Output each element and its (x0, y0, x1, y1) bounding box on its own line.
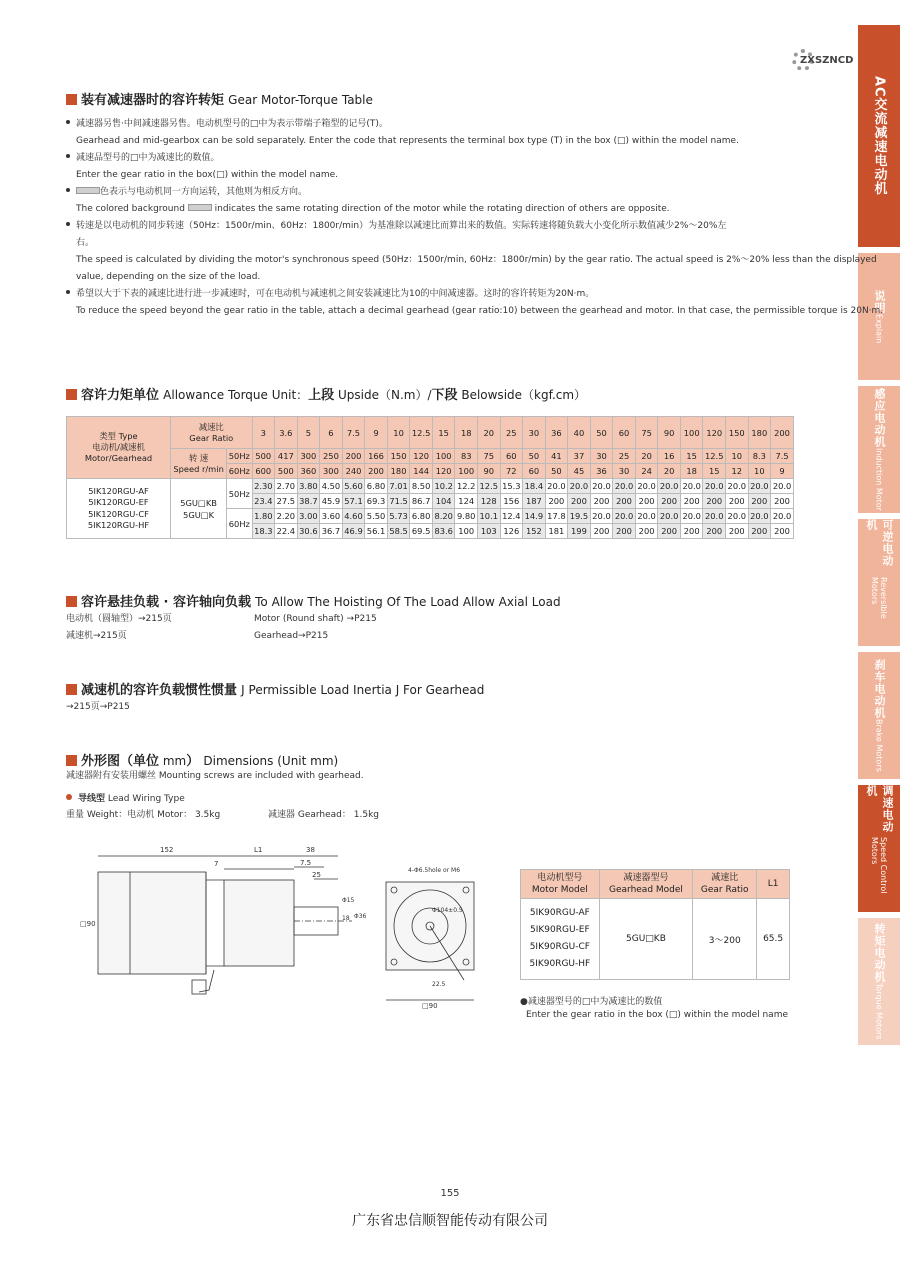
table-cell: 120 (432, 464, 455, 479)
table-cell: 180 (748, 417, 771, 449)
dim-l1: L1 (254, 846, 263, 854)
table-cell: 200 (568, 494, 591, 509)
table-cell: 75 (635, 417, 658, 449)
table-cell: 83 (455, 449, 478, 464)
table-cell: 19.5 (568, 509, 591, 524)
section-title-allowance-torque: 容许力矩单位 Allowance Torque Unit：上段 Upside（N.m）/下段 Belowside（kgf.cm） (66, 384, 586, 403)
table-cell: 60 (500, 449, 523, 464)
table-cell: 20.0 (545, 479, 568, 494)
table-cell: 6 (320, 417, 343, 449)
table-cell: 124 (455, 494, 478, 509)
table-cell: 75 (478, 449, 501, 464)
table-cell: 417 (275, 449, 298, 464)
table-cell: 5.60 (342, 479, 365, 494)
table-cell: 200 (748, 524, 771, 539)
dim-phi104: Φ104±0.5 (432, 907, 463, 914)
table-cell: 57.1 (342, 494, 365, 509)
side-tab-ac-motor[interactable] (858, 25, 900, 247)
table-cell: 10 (726, 449, 749, 464)
table-cell: 200 (635, 494, 658, 509)
table-cell: 200 (365, 464, 388, 479)
table-cell: 41 (545, 449, 568, 464)
side-tab-label: 转矩电动机 (873, 923, 886, 984)
table-cell: 300 (320, 464, 343, 479)
table-cell: 36 (545, 417, 568, 449)
table-cell: 1.80 (252, 509, 275, 524)
color-sample (76, 187, 100, 194)
table-cell: 120 (703, 417, 726, 449)
table-cell: 200 (613, 524, 636, 539)
table-cell: 200 (703, 524, 726, 539)
side-tab-label-en: Explain (874, 313, 884, 344)
side-tab-reversible[interactable] (858, 519, 900, 646)
table-cell: 2.20 (275, 509, 298, 524)
table-cell: 10.1 (478, 509, 501, 524)
table-cell: 600 (252, 464, 275, 479)
table-cell: 45.9 (320, 494, 343, 509)
table-cell: 4.50 (320, 479, 343, 494)
side-tab-label: 说明 (873, 289, 886, 314)
side-tab-label: AC交流减速电动机 (871, 76, 887, 196)
weight-motor: 重量 Weight：电动机 Motor： 3.5kg (66, 810, 221, 820)
table-cell: 15 (432, 417, 455, 449)
table-cell: 12.5 (478, 479, 501, 494)
table-cell: 20.0 (613, 509, 636, 524)
section-title-hoisting-load: 容许悬挂负载 · 容许轴向负载 To Allow The Hoisting Of The Load Allow Axial Load (66, 591, 561, 610)
table-cell: 20 (635, 449, 658, 464)
table-cell: 100 (455, 524, 478, 539)
table-cell: 58.5 (387, 524, 410, 539)
table-cell: 12.4 (500, 509, 523, 524)
table-cell: 200 (771, 524, 794, 539)
table-cell: 200 (726, 494, 749, 509)
dim-sq90: □90 (80, 920, 96, 928)
table-cell: 200 (680, 524, 703, 539)
dim-7: 7 (214, 860, 219, 868)
table-cell: 22.4 (275, 524, 298, 539)
table-cell: 156 (500, 494, 523, 509)
table-cell: 20.0 (748, 509, 771, 524)
table-cell: 10 (748, 464, 771, 479)
motor-link-line: 电动机（圆轴型）→215页 (66, 614, 172, 624)
footer-company: 广东省忠信顺智能传动有限公司 (352, 1213, 548, 1229)
dim-18: 18 (342, 915, 350, 922)
table-cell: 36.7 (320, 524, 343, 539)
inertia-link-line: →215页→P215 (66, 702, 130, 712)
table-cell: 69.3 (365, 494, 388, 509)
table-cell: 25 (500, 417, 523, 449)
side-tab-label: 感应电动机 (873, 388, 886, 449)
table-cell: 40 (568, 417, 591, 449)
table-cell: 103 (478, 524, 501, 539)
table-cell: 250 (320, 449, 343, 464)
table-cell: 200 (590, 494, 613, 509)
table-cell: 200 (658, 494, 681, 509)
side-tab-label: 可逆电动机 (865, 519, 894, 567)
table-cell: 18 (455, 417, 478, 449)
table-cell: 9.80 (455, 509, 478, 524)
table-cell: 9 (365, 417, 388, 449)
table-cell: 60 (523, 464, 546, 479)
table-cell: 12.2 (455, 479, 478, 494)
color-sample (188, 204, 212, 211)
table-cell: 23.4 (252, 494, 275, 509)
table-cell: 18.4 (523, 479, 546, 494)
dim-22-5: 22.5 (432, 981, 446, 988)
weight-gearhead: 减速器 Gearhead： 1.5kg (268, 810, 379, 820)
table-cell: 200 (771, 417, 794, 449)
table-cell: 30 (523, 417, 546, 449)
table-cell: 14.9 (523, 509, 546, 524)
table-cell: 20.0 (771, 509, 794, 524)
table-cell: 20.0 (680, 479, 703, 494)
table-cell: 20.0 (703, 509, 726, 524)
table-cell: 6.80 (365, 479, 388, 494)
page-number: 155 (440, 1188, 460, 1199)
table-cell: 9 (771, 464, 794, 479)
table-cell: 20.0 (658, 479, 681, 494)
table-cell: 5 (297, 417, 320, 449)
table-cell: 18.3 (252, 524, 275, 539)
table-cell: 16 (658, 449, 681, 464)
side-tab-brake[interactable] (858, 652, 900, 779)
dim-table-note: ●减速器型号的□中为减速比的数值 Enter the gear ratio in the box (□) within the model name (520, 997, 788, 1020)
torque-table: 类型 Type 电动机/减速机 Motor/Gearhead 减速比 Gear Ratio 3 3.6 5 6 7.5 9 10 12.5 15 18 20 25 30 36 40 50 60 75 90 100 120 150 180 200 转 速 Speed r/min 50Hz 500 417 300 250 200 166 150 120 100 83 75 60 50 41 37 30 25 20 16 15 12.5 10 8.3 7.5 60Hz 600 500 360 300 240 200 180 144 120 100 90 72 60 50 45 36 30 24 20 18 15 12 10 9 5IK120RGU-AF 5IK120RGU-EF 5IK120RGU-CF 5IK120RGU-HF 5GU□KB 5GU□K 50Hz 2.30 2.70 3.80 4.50 5.60 6.80 7.01 8.50 10.2 12.2 12.5 15.3 18.4 20.0 20.0 20.0 20.0 20.0 20.0 20.0 20.0 20.0 20.0 20.0 23.4 27.5 38.7 45.9 57.1 69.3 71.5 86.7 104 124 128 156 187 200 200 200 200 200 200 200 200 200 200 200 60Hz 1.80 2.20 3.00 3.60 4.60 5.50 5.73 6.80 8.20 9.80 10.1 12.4 14.9 17.8 19.5 20.0 20.0 20.0 20.0 20.0 20.0 20.0 20.0 20.0 18.3 22.4 30.6 36.7 46.9 56.1 58.5 69.5 83.6 100 103 126 152 181 199 200 200 200 200 200 200 200 200 200 (66, 416, 794, 539)
side-tab-explain[interactable] (858, 253, 900, 380)
dimension-table: 电动机型号 Motor Model 减速器型号 Gearhead Model 减速比 Gear Ratio L1 5IK90RGU-AF 5IK90RGU-EF 5IK90RGU-CF 5IK90RGU-HF 5GU□KB 3～200 65.5 (520, 869, 790, 980)
table-cell: 12.5 (410, 417, 433, 449)
table-cell: 83.6 (432, 524, 455, 539)
table-cell: 100 (432, 449, 455, 464)
table-cell: 20.0 (680, 509, 703, 524)
table-cell: 20.0 (658, 509, 681, 524)
table-cell: 4.60 (342, 509, 365, 524)
table-cell: 100 (455, 464, 478, 479)
dimension-drawing (74, 840, 484, 1015)
table-cell: 71.5 (387, 494, 410, 509)
table-cell: 200 (635, 524, 658, 539)
table-cell: 86.7 (410, 494, 433, 509)
table-cell: 20.0 (635, 509, 658, 524)
table-cell: 20.0 (703, 479, 726, 494)
table-cell: 45 (568, 464, 591, 479)
table-cell: 200 (590, 524, 613, 539)
dim-sq90-front: □90 (422, 1002, 438, 1010)
table-cell: 3.60 (320, 509, 343, 524)
table-cell: 360 (297, 464, 320, 479)
dim-152: 152 (160, 846, 174, 854)
table-cell: 15 (680, 449, 703, 464)
table-cell: 200 (613, 494, 636, 509)
table-cell: 150 (387, 449, 410, 464)
table-cell: 10 (387, 417, 410, 449)
table-cell: 72 (500, 464, 523, 479)
table-cell: 12.5 (703, 449, 726, 464)
table-cell: 25 (613, 449, 636, 464)
motor-link-line-en: Motor (Round shaft) →P215 (254, 614, 377, 624)
table-cell: 181 (545, 524, 568, 539)
table-cell: 38.7 (297, 494, 320, 509)
table-cell: 500 (252, 449, 275, 464)
table-cell: 24 (635, 464, 658, 479)
table-cell: 12 (726, 464, 749, 479)
table-cell: 30.6 (297, 524, 320, 539)
table-cell: 15 (703, 464, 726, 479)
table-cell: 199 (568, 524, 591, 539)
table-cell: 20.0 (726, 479, 749, 494)
dim-phi15: Φ15 (342, 897, 355, 904)
table-cell: 20 (478, 417, 501, 449)
section-title-dimensions: 外形图（单位 mm） Dimensions (Unit mm) (66, 750, 338, 769)
side-tab-torque[interactable] (858, 918, 900, 1045)
table-cell: 500 (275, 464, 298, 479)
table-cell: 20 (658, 464, 681, 479)
table-cell: 200 (342, 449, 365, 464)
table-cell: 166 (365, 449, 388, 464)
table-cell: 200 (545, 494, 568, 509)
dim-25: 25 (312, 871, 321, 879)
table-cell: 69.5 (410, 524, 433, 539)
side-tab-induction[interactable] (858, 386, 900, 513)
table-cell: 152 (523, 524, 546, 539)
table-cell: 8.50 (410, 479, 433, 494)
table-cell: 8.3 (748, 449, 771, 464)
table-cell: 18 (680, 464, 703, 479)
side-tab-label: 调速电动机 (865, 785, 894, 833)
table-cell: 3 (252, 417, 275, 449)
table-cell: 200 (748, 494, 771, 509)
table-cell: 3.6 (275, 417, 298, 449)
logo-text: ZXSZNCD (800, 54, 854, 66)
table-cell: 126 (500, 524, 523, 539)
table-cell: 20.0 (771, 479, 794, 494)
table-cell: 240 (342, 464, 365, 479)
table-cell: 100 (680, 417, 703, 449)
table-cell: 7.5 (771, 449, 794, 464)
table-cell: 180 (387, 464, 410, 479)
table-cell: 20.0 (590, 509, 613, 524)
table-cell: 50 (523, 449, 546, 464)
side-tab-speed-control[interactable] (858, 785, 900, 912)
table-cell: 90 (478, 464, 501, 479)
table-cell: 2.30 (252, 479, 275, 494)
table-cell: 56.1 (365, 524, 388, 539)
table-cell: 187 (523, 494, 546, 509)
gearhead-link-line: 减速机→215页 (66, 631, 127, 641)
table-cell: 20.0 (726, 509, 749, 524)
table-cell: 37 (568, 449, 591, 464)
table-cell: 90 (658, 417, 681, 449)
gearhead-link-line-en: Gearhead→P215 (254, 631, 329, 641)
side-tab-label-en: Speed Control Motors (870, 837, 888, 894)
table-cell: 120 (410, 449, 433, 464)
table-cell: 7.01 (387, 479, 410, 494)
table-cell: 300 (297, 449, 320, 464)
table-cell: 104 (432, 494, 455, 509)
table-cell: 50 (590, 417, 613, 449)
table-cell: 3.80 (297, 479, 320, 494)
table-cell: 10.2 (432, 479, 455, 494)
table-cell: 144 (410, 464, 433, 479)
section-title-load-inertia: 减速机的容许负载惯性惯量 J Permissible Load Inertia J For Gearhead (66, 679, 484, 698)
table-cell: 6.80 (410, 509, 433, 524)
mounting-note: 减速器附有安装用螺丝 Mounting screws are included with gearhead. (66, 771, 364, 781)
table-cell: 3.00 (297, 509, 320, 524)
table-cell: 20.0 (568, 479, 591, 494)
side-tab-label-en: Brake Motors (874, 719, 884, 772)
table-cell: 20.0 (613, 479, 636, 494)
table-cell: 7.5 (342, 417, 365, 449)
table-cell: 200 (726, 524, 749, 539)
table-cell: 200 (680, 494, 703, 509)
table-cell: 20.0 (590, 479, 613, 494)
table-cell: 17.8 (545, 509, 568, 524)
table-cell: 5.73 (387, 509, 410, 524)
table-cell: 200 (771, 494, 794, 509)
table-cell: 5.50 (365, 509, 388, 524)
table-cell: 200 (658, 524, 681, 539)
dim-7-5: 7.5 (300, 859, 312, 867)
table-cell: 200 (703, 494, 726, 509)
table-cell: 150 (726, 417, 749, 449)
dim-38: 38 (306, 846, 315, 854)
dim-phi36: Φ36 (354, 913, 367, 920)
section-title-torque-table: 装有减速器时的容许转矩 Gear Motor-Torque Table (66, 89, 373, 108)
table-cell: 8.20 (432, 509, 455, 524)
table-cell: 30 (590, 449, 613, 464)
table-cell: 20.0 (748, 479, 771, 494)
table-cell: 15.3 (500, 479, 523, 494)
lead-wiring-type: 导线型 Lead Wiring Type (66, 791, 185, 808)
table-cell: 20.0 (635, 479, 658, 494)
table-cell: 50 (545, 464, 568, 479)
table-cell: 60 (613, 417, 636, 449)
table-cell: 30 (613, 464, 636, 479)
table-cell: 128 (478, 494, 501, 509)
side-tab-label-en: Torque Motors (874, 983, 884, 1040)
table-cell: 36 (590, 464, 613, 479)
notes-block: 减速器另售·中间减速器另售。电动机型号的□中为表示带端子箱型的记号(T)。 Gearhead and mid-gearbox can be sold separately. Enter the code that represents the terminal box type (T) in the box (□) within the model name. 减速品型号的□中为减速比的数值。 Enter the gear ratio in the box(□) within the model name. 色表示与电动机同一方向运转，其他则为相反方向。 The colored background indicates the same rotating direction of the motor while the rotating direction of others are opposite. 转速是以电动机的同步转速（50Hz：1500r/min、60Hz：1800r/min）为基准除以减速比而算出来的数值。实际转速将随负载大小变化所示数值减少2%～20%左 右。 The speed is calculated by dividing the motor's synchronous speed (50Hz：1500r/min, 60Hz：1800r/min) by the gear ratio. The actual speed is 2%～20% less than the displayed value, depending on the size of the load. 希望以大于下表的减速比进行进一步减速时，可在电动机与减速机之间安装减速比为10的中间减速器。这时的容许转矩为20N·m。 To reduce the speed beyond the gear ratio in the table, attach a decimal gearhead (gear ratio:10) between the gearhead and motor. In that case, the permissible torque is 20N·m. (66, 116, 806, 320)
table-cell: 27.5 (275, 494, 298, 509)
side-tab-label-en: Reversible Motors (870, 576, 888, 619)
company-logo (792, 48, 853, 72)
side-tab-label: 刹车电动机 (873, 659, 886, 720)
dim-hole: 4-Φ6.5hole or M6 (408, 867, 461, 874)
side-tab-label-en: Induction Motor (874, 448, 884, 511)
table-cell: 46.9 (342, 524, 365, 539)
table-cell: 2.70 (275, 479, 298, 494)
